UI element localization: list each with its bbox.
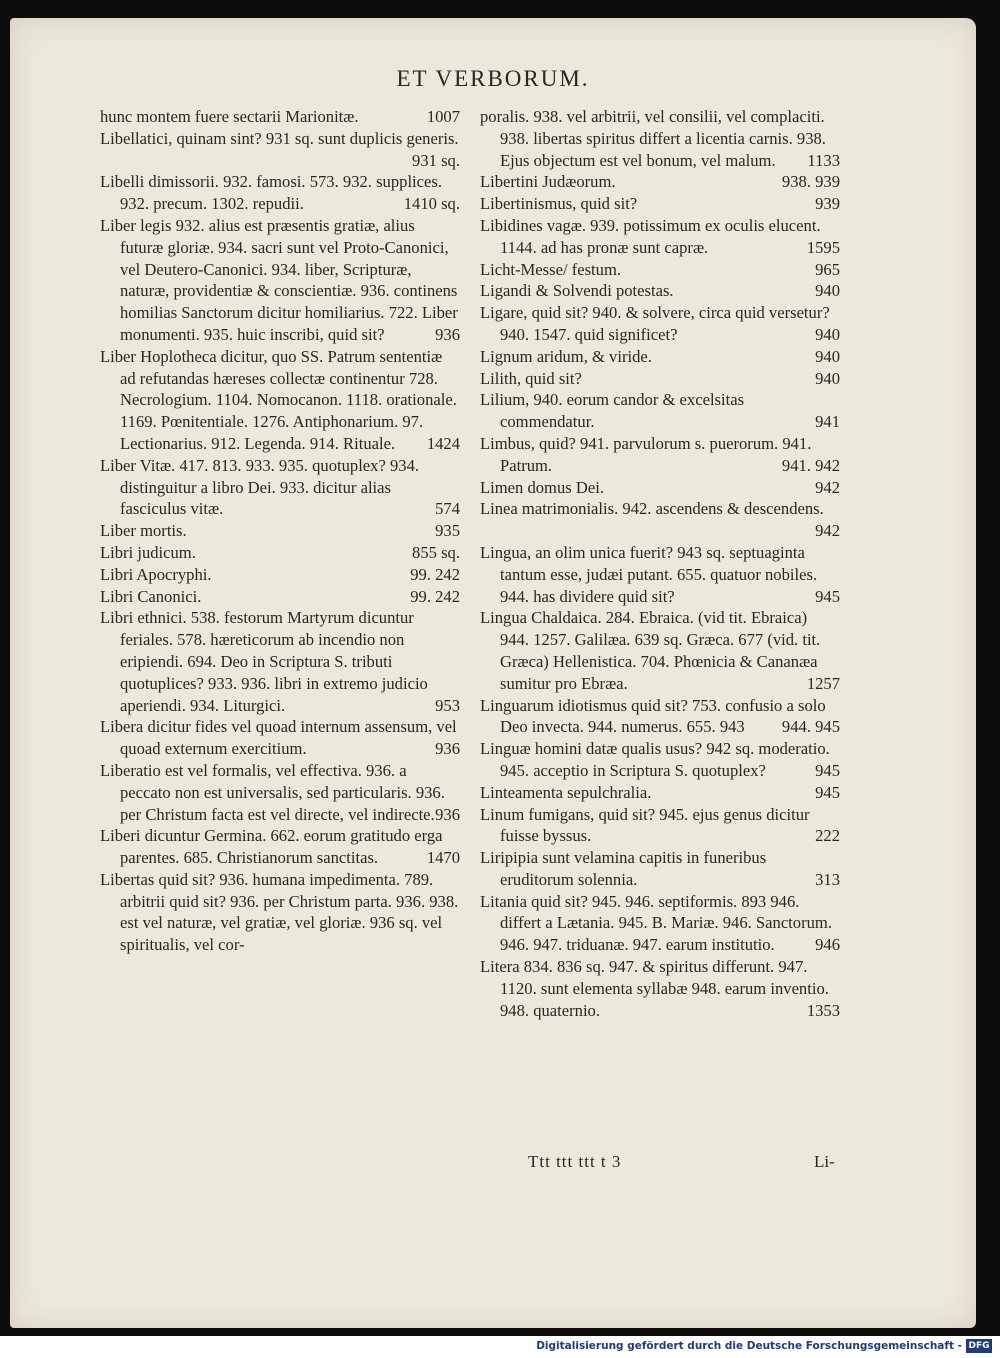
entry-page-ref: 944. 945 — [781, 717, 840, 737]
entry-text: Libri ethnici. 538. festorum Martyrum dicuntur feriales. 578. hæreticorum ab incendio non eripiendi. 694. Deo in Scriptura S. tributi quotuplices? 933. 936. libri in extremo judicio aperiendi. 934. Liturgici. — [100, 608, 428, 715]
running-title: ET VERBORUM. — [396, 66, 590, 91]
index-entry — [480, 695, 840, 739]
entry-page-ref: 945 — [815, 586, 840, 606]
entry-text: Libri judicum. — [100, 542, 196, 562]
entry-text: Liber legis 932. alius est præsentis gratiæ, alius futuræ gloriæ. 934. sacri sunt vel Proto-Canonici, vel Deutero-Canonici. 934. liber, Scripturæ, naturæ, providentiæ & conscientiæ. 936. continens homilias Sanctorum dicitur homiliarius. 722. Liber monumenti. 935. huic inscribi, quid sit? — [100, 215, 458, 344]
entry-text: Libertas quid sit? 936. humana impedimenta. 789. arbitrii quid sit? 936. per Christum parta. 936. 938. est vel naturæ, vel gratiæ, vel gloriæ. 936 sq. vel spiritualis, vel cor- — [100, 869, 459, 955]
entry-text: Lilium, 940. eorum candor & excelsitas commendatur. — [480, 390, 745, 432]
entry-page-ref: 938. 939 — [781, 172, 840, 192]
left-index-column — [100, 106, 460, 956]
signature-mark: Ttt ttt ttt t 3 — [528, 1152, 622, 1171]
index-entry — [100, 106, 460, 128]
index-entry — [100, 586, 460, 608]
index-entry — [480, 346, 840, 368]
entry-page-ref: 1470 — [426, 848, 460, 868]
entry-text: Linguarum idiotismus quid sit? 753. confusio a solo Deo invecta. 944. numerus. 655. 943 — [480, 695, 826, 737]
entry-text: Linum fumigans, quid sit? 945. ejus genus dicitur fuisse byssus. — [480, 804, 810, 846]
entry-page-ref: 936 — [435, 739, 460, 759]
entry-page-ref: 574 — [435, 499, 460, 519]
dfg-logo: DFG — [966, 1339, 992, 1353]
entry-text: Libri Canonici. — [100, 586, 202, 606]
entry-page-ref: 946 — [815, 935, 840, 955]
index-entry — [480, 956, 840, 1021]
entry-page-ref: 1595 — [806, 237, 840, 257]
entry-text: Linguæ homini datæ qualis usus? 942 sq. moderatio. 945. acceptio in Scriptura S. quotuplex? — [480, 739, 830, 780]
entry-page-ref: 945 — [815, 760, 840, 780]
index-entry — [480, 389, 840, 433]
entry-text: Libera dicitur fides vel quoad internum assensum, vel quoad externum exercitium. — [100, 717, 457, 759]
entry-text: Litania quid sit? 945. 946. septiformis. 893 946. differt a Lætania. 945. B. Mariæ. 946. Sanctorum. 946. 947. triduanæ. 947. earum institutio. — [480, 891, 832, 955]
index-entry — [480, 738, 840, 782]
entry-text: Linea matrimonialis. 942. ascendens & descendens. — [480, 499, 824, 519]
index-entry — [480, 368, 840, 390]
index-entry — [480, 215, 840, 259]
index-entry — [100, 455, 460, 520]
index-entry — [100, 825, 460, 869]
entry-page-ref: 1007 — [426, 107, 460, 126]
index-entry — [480, 847, 840, 891]
entry-text: Lilith, quid sit? — [480, 368, 582, 388]
index-entry — [100, 542, 460, 564]
entry-page-ref: 222 — [815, 826, 840, 846]
entry-text: Ligare, quid sit? 940. & solvere, circa quid versetur? 940. 1547. quid significet? — [480, 303, 830, 344]
entry-page-ref: 1353 — [806, 1000, 840, 1020]
entry-page-ref: 936 — [435, 324, 460, 344]
index-entry — [480, 193, 840, 215]
entry-text: Limbus, quid? 941. parvulorum s. puerorum. 941. Patrum. — [480, 433, 812, 475]
index-entry — [480, 302, 840, 346]
entry-page-ref: 931 sq. — [412, 150, 460, 170]
index-entry — [480, 498, 840, 542]
index-entry — [100, 346, 460, 455]
entry-text: hunc montem fuere sectarii Marionitæ. — [100, 107, 359, 126]
entry-text: Liber mortis. — [100, 521, 187, 541]
entry-page-ref: 855 sq. — [412, 542, 460, 562]
index-entry — [480, 106, 840, 171]
index-entry — [100, 869, 460, 956]
entry-page-ref: 936 — [435, 804, 460, 824]
entry-text: Liripipia sunt velamina capitis in funeribus eruditorum solennia. — [480, 848, 767, 889]
index-entry — [480, 433, 840, 477]
index-entry — [480, 171, 840, 193]
entry-text: Liber Hoplotheca dicitur, quo SS. Patrum sententiæ ad refutandas hæreses collectæ continentur 728. Necrologium. 1104. Nomocanon. 1118. orationale. 1169. Pœnitentiale. 1276. Antiphonarium. 97. Lectionarius. 912. Legenda. 914. Rituale. — [100, 346, 457, 453]
entry-text: Libertini Judæorum. — [480, 172, 616, 192]
index-entry — [100, 760, 460, 825]
right-index-column — [480, 106, 840, 1021]
index-entry — [100, 716, 460, 760]
entry-page-ref: 313 — [815, 869, 840, 889]
entry-page-ref: 945 — [815, 782, 840, 802]
entry-text: Licht-Messe/ festum. — [480, 259, 622, 279]
entry-text: Lingua, an olim unica fuerit? 943 sq. septuaginta tantum esse, judæi putant. 655. quatuor nobiles. 944. has dividere quid sit? — [480, 542, 818, 606]
index-entry — [100, 215, 460, 346]
entry-text: Libidines vagæ. 939. potissimum ex oculis elucent. 1144. ad has pronæ sunt capræ. — [480, 215, 821, 257]
entry-page-ref: 942 — [815, 521, 840, 541]
index-entry — [100, 128, 460, 172]
entry-page-ref: 939 — [815, 194, 840, 214]
entry-text: Ligandi & Solvendi potestas. — [480, 281, 674, 301]
entry-page-ref: 1257 — [806, 673, 840, 693]
funding-credit: Digitalisierung gefördert durch die Deutsche Forschungsgemeinschaft - — [536, 1340, 962, 1352]
entry-text: Libri Apocryphi. — [100, 564, 212, 584]
entry-text: Liber Vitæ. 417. 813. 933. 935. quotuplex? 934. distinguitur a libro Dei. 933. dicitur alias fasciculus vitæ. — [100, 455, 420, 519]
index-entry — [100, 520, 460, 542]
index-entry — [480, 891, 840, 956]
entry-page-ref: 941. 942 — [781, 455, 840, 475]
index-entry — [480, 804, 840, 848]
entry-page-ref: 942 — [815, 477, 840, 497]
index-entry — [480, 259, 840, 281]
entry-text: Lignum aridum, & viride. — [480, 346, 652, 366]
entry-text: Libellatici, quinam sint? 931 sq. sunt duplicis generis. — [100, 128, 459, 148]
catchword: Li- — [814, 1152, 835, 1171]
entry-text: Liberi dicuntur Germina. 662. eorum gratitudo erga parentes. 685. Christianorum sanctitas. — [100, 826, 443, 868]
entry-page-ref: 99. 242 — [410, 564, 460, 584]
index-entry — [480, 782, 840, 804]
entry-text: Limen domus Dei. — [480, 477, 604, 497]
book-page — [10, 18, 976, 1328]
entry-page-ref: 1424 — [426, 433, 460, 453]
entry-page-ref: 1410 sq. — [403, 194, 460, 214]
entry-text: Litera 834. 836 sq. 947. & spiritus differunt. 947. 1120. sunt elementa syllabæ 948. earum inventio. 948. quaternio. — [480, 957, 829, 1020]
entry-text: poralis. 938. vel arbitrii, vel consilii, vel complaciti. 938. libertas spiritus differt a licentia carnis. 938. Ejus objectum est vel bonum, vel malum. — [480, 107, 826, 170]
index-entry — [100, 171, 460, 215]
entry-page-ref: 940 — [815, 324, 840, 344]
entry-page-ref: 953 — [435, 695, 460, 715]
index-entry — [480, 542, 840, 607]
entry-page-ref: 940 — [815, 346, 840, 366]
entry-page-ref: 99. 242 — [410, 586, 460, 606]
entry-text: Lingua Chaldaica. 284. Ebraica. (vid tit. Ebraica) 944. 1257. Galilæa. 639 sq. Græca. 677 (vid. tit. Græca) Hellenistica. 704. Phœnicia & Cananæa sumitur pro Ebræa. — [480, 608, 821, 693]
entry-text: Libelli dimissorii. 932. famosi. 573. 932. supplices. 932. precum. 1302. repudii. — [100, 172, 442, 214]
entry-page-ref: 1133 — [807, 150, 840, 170]
entry-page-ref: 935 — [435, 521, 460, 541]
entry-text: Liberatio est vel formalis, vel effectiva. 936. a peccato non est universalis, sed particularis. 936. per Christum facta est vel directe, vel indirecte. — [100, 760, 445, 824]
entry-text: Linteamenta sepulchralia. — [480, 782, 652, 802]
index-entry — [100, 564, 460, 586]
entry-page-ref: 940 — [815, 281, 840, 301]
entry-page-ref: 940 — [815, 368, 840, 388]
entry-page-ref: 965 — [815, 259, 840, 279]
index-entry — [480, 607, 840, 694]
entry-page-ref: 941 — [815, 412, 840, 432]
entry-text: Libertinismus, quid sit? — [480, 194, 638, 214]
index-entry — [480, 477, 840, 499]
index-entry — [480, 280, 840, 302]
index-entry — [100, 607, 460, 716]
